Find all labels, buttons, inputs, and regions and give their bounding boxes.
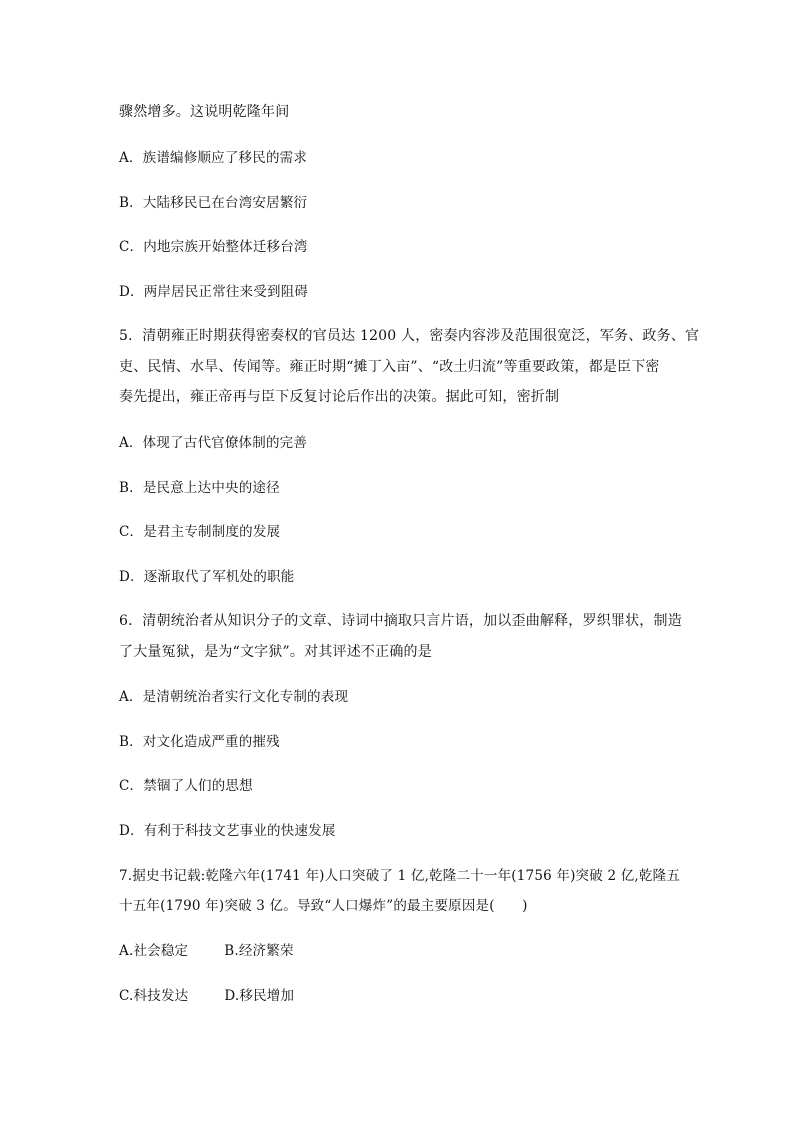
q5-option-b: B．是民意上达中央的途径 <box>119 480 280 496</box>
q5-stem-line-1: 5．清朝雍正时期获得密奏权的官员达 1200 人，密奏内容涉及范围很宽泛，军务、政务、官 <box>119 328 700 344</box>
q6-stem-line-1: 6．清朝统治者从知识分子的文章、诗词中摘取只言片语，加以歪曲解释，罗织罪状，制造 <box>119 613 682 629</box>
q7-stem-line-2: 十五年(1790 年)突破 3 亿。导致“人口爆炸”的最主要原因是( ) <box>119 898 528 914</box>
q7-stem-line-1: 7.据史书记载:乾隆六年(1741 年)人口突破了 1 亿,乾隆二十一年(1756 年)突破 2 亿,乾隆五 <box>119 868 681 884</box>
q5-option-c: C．是君主专制制度的发展 <box>119 524 281 540</box>
q4-option-c: C．内地宗族开始整体迁移台湾 <box>119 239 308 255</box>
q7-option-b: B.经济繁荣 <box>224 943 294 959</box>
q6-option-d: D．有利于科技文艺事业的快速发展 <box>119 823 336 839</box>
q6-stem-line-2: 了大量冤狱，是为“文字狱”。对其评述不正确的是 <box>119 644 432 660</box>
q5-option-a: A．体现了古代官僚体制的完善 <box>119 435 308 451</box>
q7-option-a: A.社会稳定 <box>119 943 189 959</box>
q6-option-c: C．禁锢了人们的思想 <box>119 778 253 794</box>
q7-option-c: C.科技发达 <box>119 988 189 1004</box>
q4-option-d: D．两岸居民正常往来受到阻碍 <box>119 284 309 300</box>
q5-stem-line-2: 吏、民情、水旱、传闻等。雍正时期“摊丁入亩”、“改土归流”等重要政策，都是臣下密 <box>119 359 660 375</box>
q7-options-row-1 <box>119 941 679 961</box>
q5-option-d: D．逐渐取代了军机处的职能 <box>119 569 295 585</box>
q6-option-b: B．对文化造成严重的摧残 <box>119 734 280 750</box>
q5-stem-line-3: 奏先提出，雍正帝再与臣下反复讨论后作出的决策。据此可知，密折制 <box>119 389 560 405</box>
q6-option-a: A．是清朝统治者实行文化专制的表现 <box>119 689 349 705</box>
q7-option-d: D.移民增加 <box>224 988 295 1004</box>
q4-stem-end: 骤然增多。这说明乾隆年间 <box>119 104 290 120</box>
q4-option-a: A．族谱编修顺应了移民的需求 <box>119 150 308 166</box>
q7-options-row-2 <box>119 986 679 1006</box>
q4-option-b: B．大陆移民已在台湾安居繁衍 <box>119 195 308 211</box>
